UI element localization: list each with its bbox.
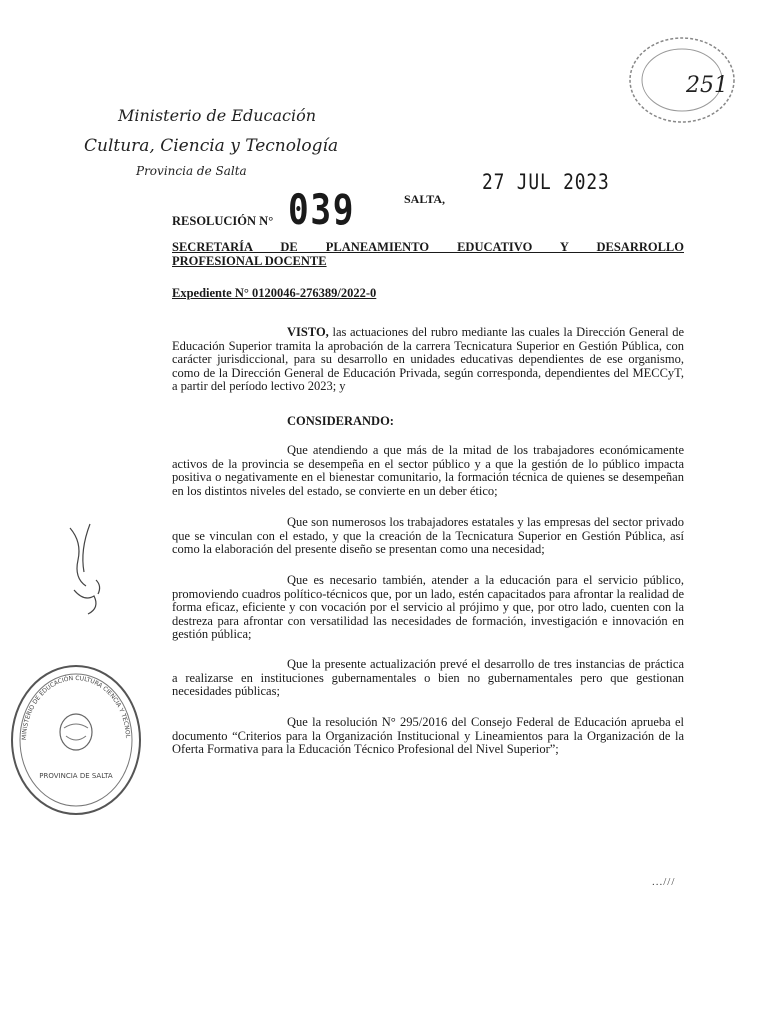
considerando-paragraph-2 bbox=[172, 516, 684, 557]
letterhead-culture: Cultura, Ciencia y Tecnología bbox=[84, 136, 339, 156]
secretaria-heading-line2: PROFESIONAL DOCENTE bbox=[172, 254, 327, 268]
date-stamp: 27 JUL 2023 bbox=[482, 170, 610, 194]
considerando-paragraph-3 bbox=[172, 574, 684, 642]
page-continuation-mark: .../// bbox=[652, 876, 676, 888]
stamp-handwritten-number: 251 bbox=[686, 73, 728, 98]
expediente-number: Expediente N° 0120046-276389/2022-0 bbox=[172, 286, 377, 300]
official-seal-icon bbox=[6, 660, 146, 825]
letterhead-ministry: Ministerio de Educación bbox=[118, 106, 317, 125]
secretaria-heading-line1: SECRETARÍA DE PLANEAMIENTO EDUCATIVO Y DESARROLLO bbox=[172, 240, 684, 254]
visto-paragraph bbox=[172, 326, 684, 394]
considerando-paragraph-1 bbox=[172, 444, 684, 498]
seal-center-text: PROVINCIA DE SALTA bbox=[39, 772, 113, 780]
resolucion-number: 039 bbox=[288, 185, 356, 234]
considerando-paragraph-4 bbox=[172, 658, 684, 699]
received-stamp-icon bbox=[622, 32, 742, 137]
signature-initials-icon bbox=[60, 520, 120, 625]
paragraph-text: Que la resolución N° 295/2016 del Consejo Federal de Educación aprueba el documento “Criterios para la Organización Institucional y Lineamientos para la Organización de la Oferta Formativa para la Educación Técnico Profesional del Nivel Superior”; bbox=[172, 715, 684, 757]
considerando-paragraph-5 bbox=[172, 716, 684, 757]
letterhead-province: Provincia de Salta bbox=[136, 164, 247, 178]
visto-lead: VISTO, bbox=[287, 325, 329, 339]
resolucion-label: RESOLUCIÓN N° bbox=[172, 214, 274, 228]
visto-text: las actuaciones del rubro mediante las cuales la Dirección General de Educación Superior tramita la aprobación de la carrera Tecnicatura Superior en Gestión Pública, con carácter jurisdiccional, para su desarrollo en unidades educativas dependientes de ese organismo, como de la Dirección General de Educación Privada, según corresponda, dependientes del MECCyT, a partir del período lectivo 2023; y bbox=[172, 325, 685, 394]
paragraph-text: Que es necesario también, atender a la educación para el servicio público, promoviendo cuadros político-técnicos que, por un lado, estén capacitados para afrontar la realidad de forma eficaz, eficiente y con vocación por el servicio al prójimo y que, por otro lado, cuenten con la destreza para afrontar con versatilidad las necesidades de formación, investigación e innovación en gestión pública; bbox=[172, 573, 684, 642]
seal-ring-text: MINISTERIO DE EDUCACIÓN CULTURA CIENCIA Y TECNOL bbox=[20, 674, 131, 741]
considerando-heading: CONSIDERANDO: bbox=[287, 414, 394, 428]
salta-label: SALTA, bbox=[404, 192, 446, 206]
paragraph-text: Que atendiendo a que más de la mitad de los trabajadores económicamente activos de la provincia se desempeña en el sector público y a que la gestión de lo público impacta positiva o negativamente en el bienestar comunitario, la formación técnica de quienes se desempeñan en los distintos niveles del estado, se convierte en un deber ético; bbox=[172, 443, 684, 498]
paragraph-text: Que son numerosos los trabajadores estatales y las empresas del sector privado que se vinculan con el estado, y que la creación de la Tecnicatura Superior en Gestión Pública, así como la elaboración del presente diseño se presentan como una necesidad; bbox=[172, 515, 684, 557]
paragraph-text: Que la presente actualización prevé el desarrollo de tres instancias de práctica a realizarse en instituciones gubernamentales o bien no gubernamentales pero que gestionan necesidades públicas; bbox=[172, 657, 684, 699]
svg-text:MINISTERIO DE EDUCACIÓN CULTUR bbox=[6, 660, 131, 740]
